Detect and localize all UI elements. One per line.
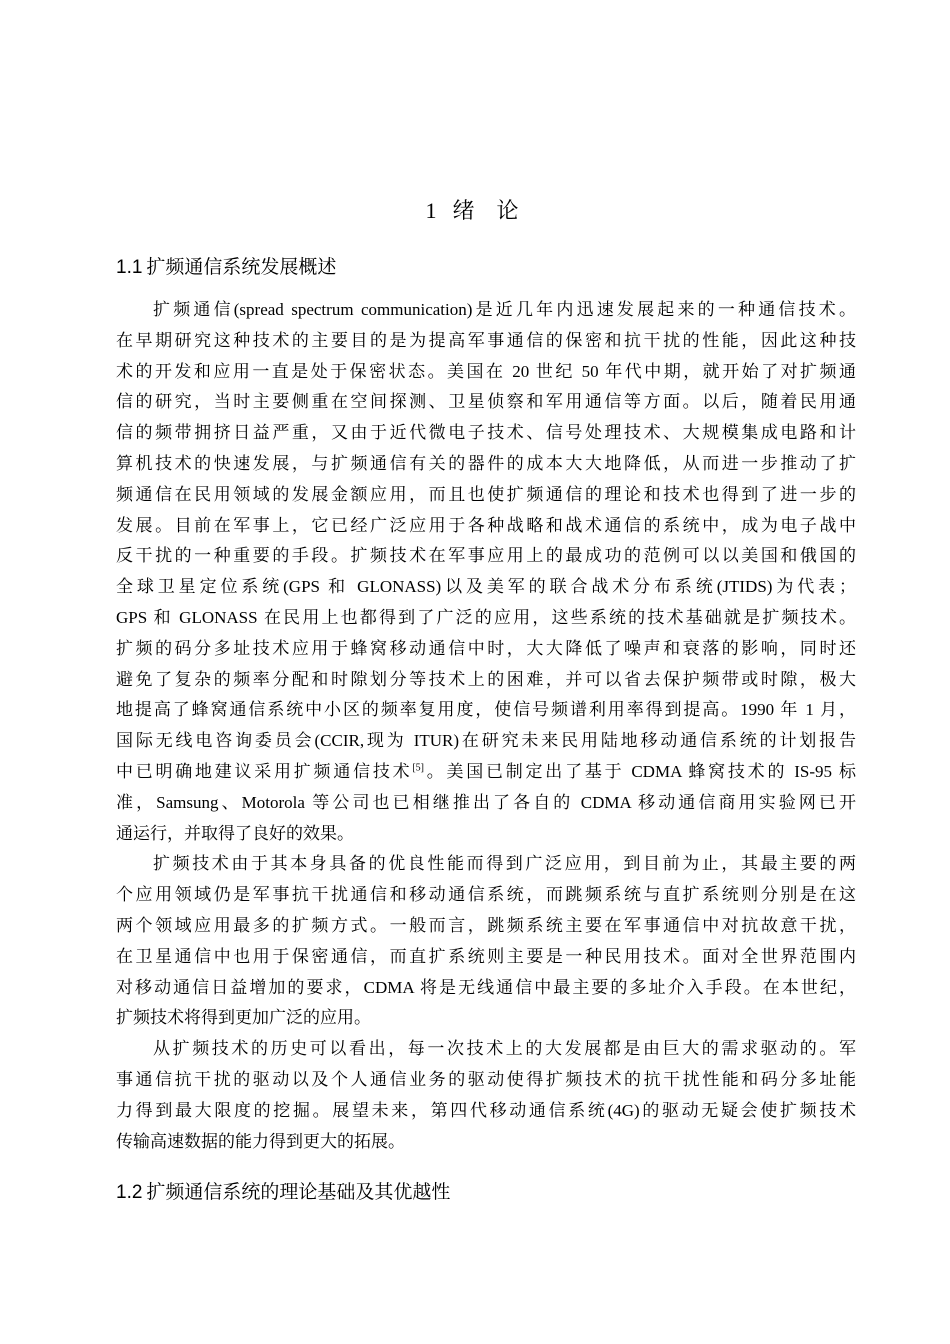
line-text: 对移动通信日益增加的要求，CDMA 将是无线通信中最主要的多址介入手段。在本世纪，: [116, 977, 856, 997]
text-line: [116, 1096, 856, 1127]
line-text: 通运行，并取得了良好的效果。: [116, 823, 354, 843]
line-text: 算机技术的快速发展，与扩频通信有关的器件的成本大大地降低，从而进一步推动了扩: [116, 453, 856, 473]
section-heading-1-1: [116, 253, 856, 282]
line-text: 准，Samsung、Motorola 等公司也已相继推出了各自的 CDMA 移动通信商用实验网已开: [116, 792, 856, 812]
text-line: [116, 357, 856, 388]
line-text: 扩频通信(spread spectrum communication)是近几年内迅速发展起来的一种通信技术。: [153, 300, 856, 319]
text-line: [116, 911, 856, 942]
line-text: 扩频技术由于其本身具备的优良性能而得到广泛应用，到目前为止，其最主要的两: [153, 854, 856, 874]
text-line: [116, 511, 856, 542]
line-text: 国际无线电咨询委员会(CCIR,现为 ITUR)在研究未来民用陆地移动通信系统的计划报告: [116, 731, 856, 751]
line-text: 反干扰的一种重要的手段。扩频技术在军事应用上的最成功的范例可以以美国和俄国的: [116, 546, 856, 566]
line-text: 事通信抗干扰的驱动以及个人通信业务的驱动使得扩频技术的抗干扰性能和码分多址能: [116, 1069, 856, 1089]
line-text: 扩频的码分多址技术应用于蜂窝移动通信中时，大大降低了噪声和衰落的影响，同时还: [116, 638, 856, 658]
line-text: GPS 和 GLONASS 在民用上也都得到了广泛的应用，这些系统的技术基础就是扩频技术。: [116, 607, 856, 627]
text-line: [116, 1003, 856, 1034]
line-text: 术的开发和应用一直是处于保密状态。美国在 20 世纪 50 年代中期，就开始了对扩频通: [116, 361, 856, 381]
paragraph: [116, 1034, 856, 1157]
line-text: 发展。目前在军事上，它已经广泛应用于各种战略和战术通信的系统中，成为电子战中: [116, 515, 856, 535]
line-text: 频通信在民用领域的发展金额应用，而且也使扩频通信的理论和技术也得到了进一步的: [116, 484, 856, 504]
section-number: 1.1: [116, 257, 143, 278]
body-text: [116, 295, 856, 1157]
line-text: 信的研究，当时主要侧重在空间探测、卫星侦察和军用通信等方面。以后，随着民用通: [116, 392, 856, 412]
line-text: 中已明确地建议采用扩频通信技术: [116, 761, 413, 781]
text-line: [116, 326, 856, 357]
text-line: [116, 634, 856, 665]
text-line: [116, 541, 856, 572]
text-line: [116, 603, 856, 634]
line-text: 力得到最大限度的挖掘。展望未来，第四代移动通信系统(4G)的驱动无疑会使扩频技术: [116, 1100, 856, 1120]
line-text: 扩频技术将得到更加广泛的应用。: [116, 1008, 371, 1028]
line-text: 信的频带拥挤日益严重，又由于近代微电子技术、信号处理技术、大规模集成电路和计: [116, 423, 856, 443]
chapter-title-char-1: 绪: [452, 198, 481, 223]
text-line: [116, 880, 856, 911]
line-text: 两个领域应用最多的扩频方式。一般而言，跳频系统主要在军事通信中对抗故意干扰，: [116, 915, 856, 935]
text-line: [116, 695, 856, 726]
section-heading-1-2: [116, 1178, 856, 1207]
line-text: 个应用领域仍是军事抗干扰通信和移动通信系统，而跳频系统与直扩系统则分别是在这: [116, 885, 856, 905]
text-line: [116, 480, 856, 511]
text-line: [116, 757, 856, 788]
text-line: [116, 665, 856, 696]
text-line: [116, 572, 856, 603]
line-text: 从扩频技术的历史可以看出，每一次技术上的大发展都是由巨大的需求驱动的。军: [153, 1039, 856, 1059]
line-text: 避免了复杂的频率分配和时隙划分等技术上的困难，并可以省去保护频带或时隙，极大: [116, 669, 856, 689]
text-line: [116, 449, 856, 480]
text-line: [116, 1127, 856, 1158]
text-line: [116, 849, 856, 880]
text-line: [116, 942, 856, 973]
line-text: 传输高速数据的能力得到更大的拓展。: [116, 1131, 405, 1151]
text-line: [116, 819, 856, 850]
line-text: 全球卫星定位系统(GPS 和 GLONASS)以及美军的联合战术分布系统(JTIDS)为代表；: [116, 577, 856, 597]
paragraph: [116, 295, 856, 849]
section-title: 扩频通信系统发展概述: [146, 256, 337, 278]
text-line: [116, 726, 856, 757]
text-line: [116, 973, 856, 1004]
chapter-title: [0, 196, 950, 226]
line-text: 。美国已制定出了基于 CDMA 蜂窝技术的 IS-95 标: [424, 761, 856, 781]
line-text: 地提高了蜂窝通信系统中小区的频率复用度，使信号频谱利用率得到提高。1990 年 1 月，: [116, 700, 856, 720]
text-line: [116, 1034, 856, 1065]
chapter-number: 1: [425, 198, 443, 223]
text-line: [116, 788, 856, 819]
citation-superscript: [5]: [412, 762, 425, 774]
section-number: 1.2: [116, 1182, 143, 1203]
paragraph: [116, 849, 856, 1034]
line-text: 在早期研究这种技术的主要目的是为提高军事通信的保密和抗干扰的性能，因此这种技: [116, 330, 856, 350]
text-line: [116, 295, 856, 326]
section-title: 扩频通信系统的理论基础及其优越性: [146, 1181, 451, 1203]
text-line: [116, 387, 856, 418]
line-text: 在卫星通信中也用于保密通信，而直扩系统则主要是一种民用技术。面对全世界范围内: [116, 946, 856, 966]
text-line: [116, 1065, 856, 1096]
text-line: [116, 418, 856, 449]
chapter-title-char-2: 论: [496, 198, 525, 223]
